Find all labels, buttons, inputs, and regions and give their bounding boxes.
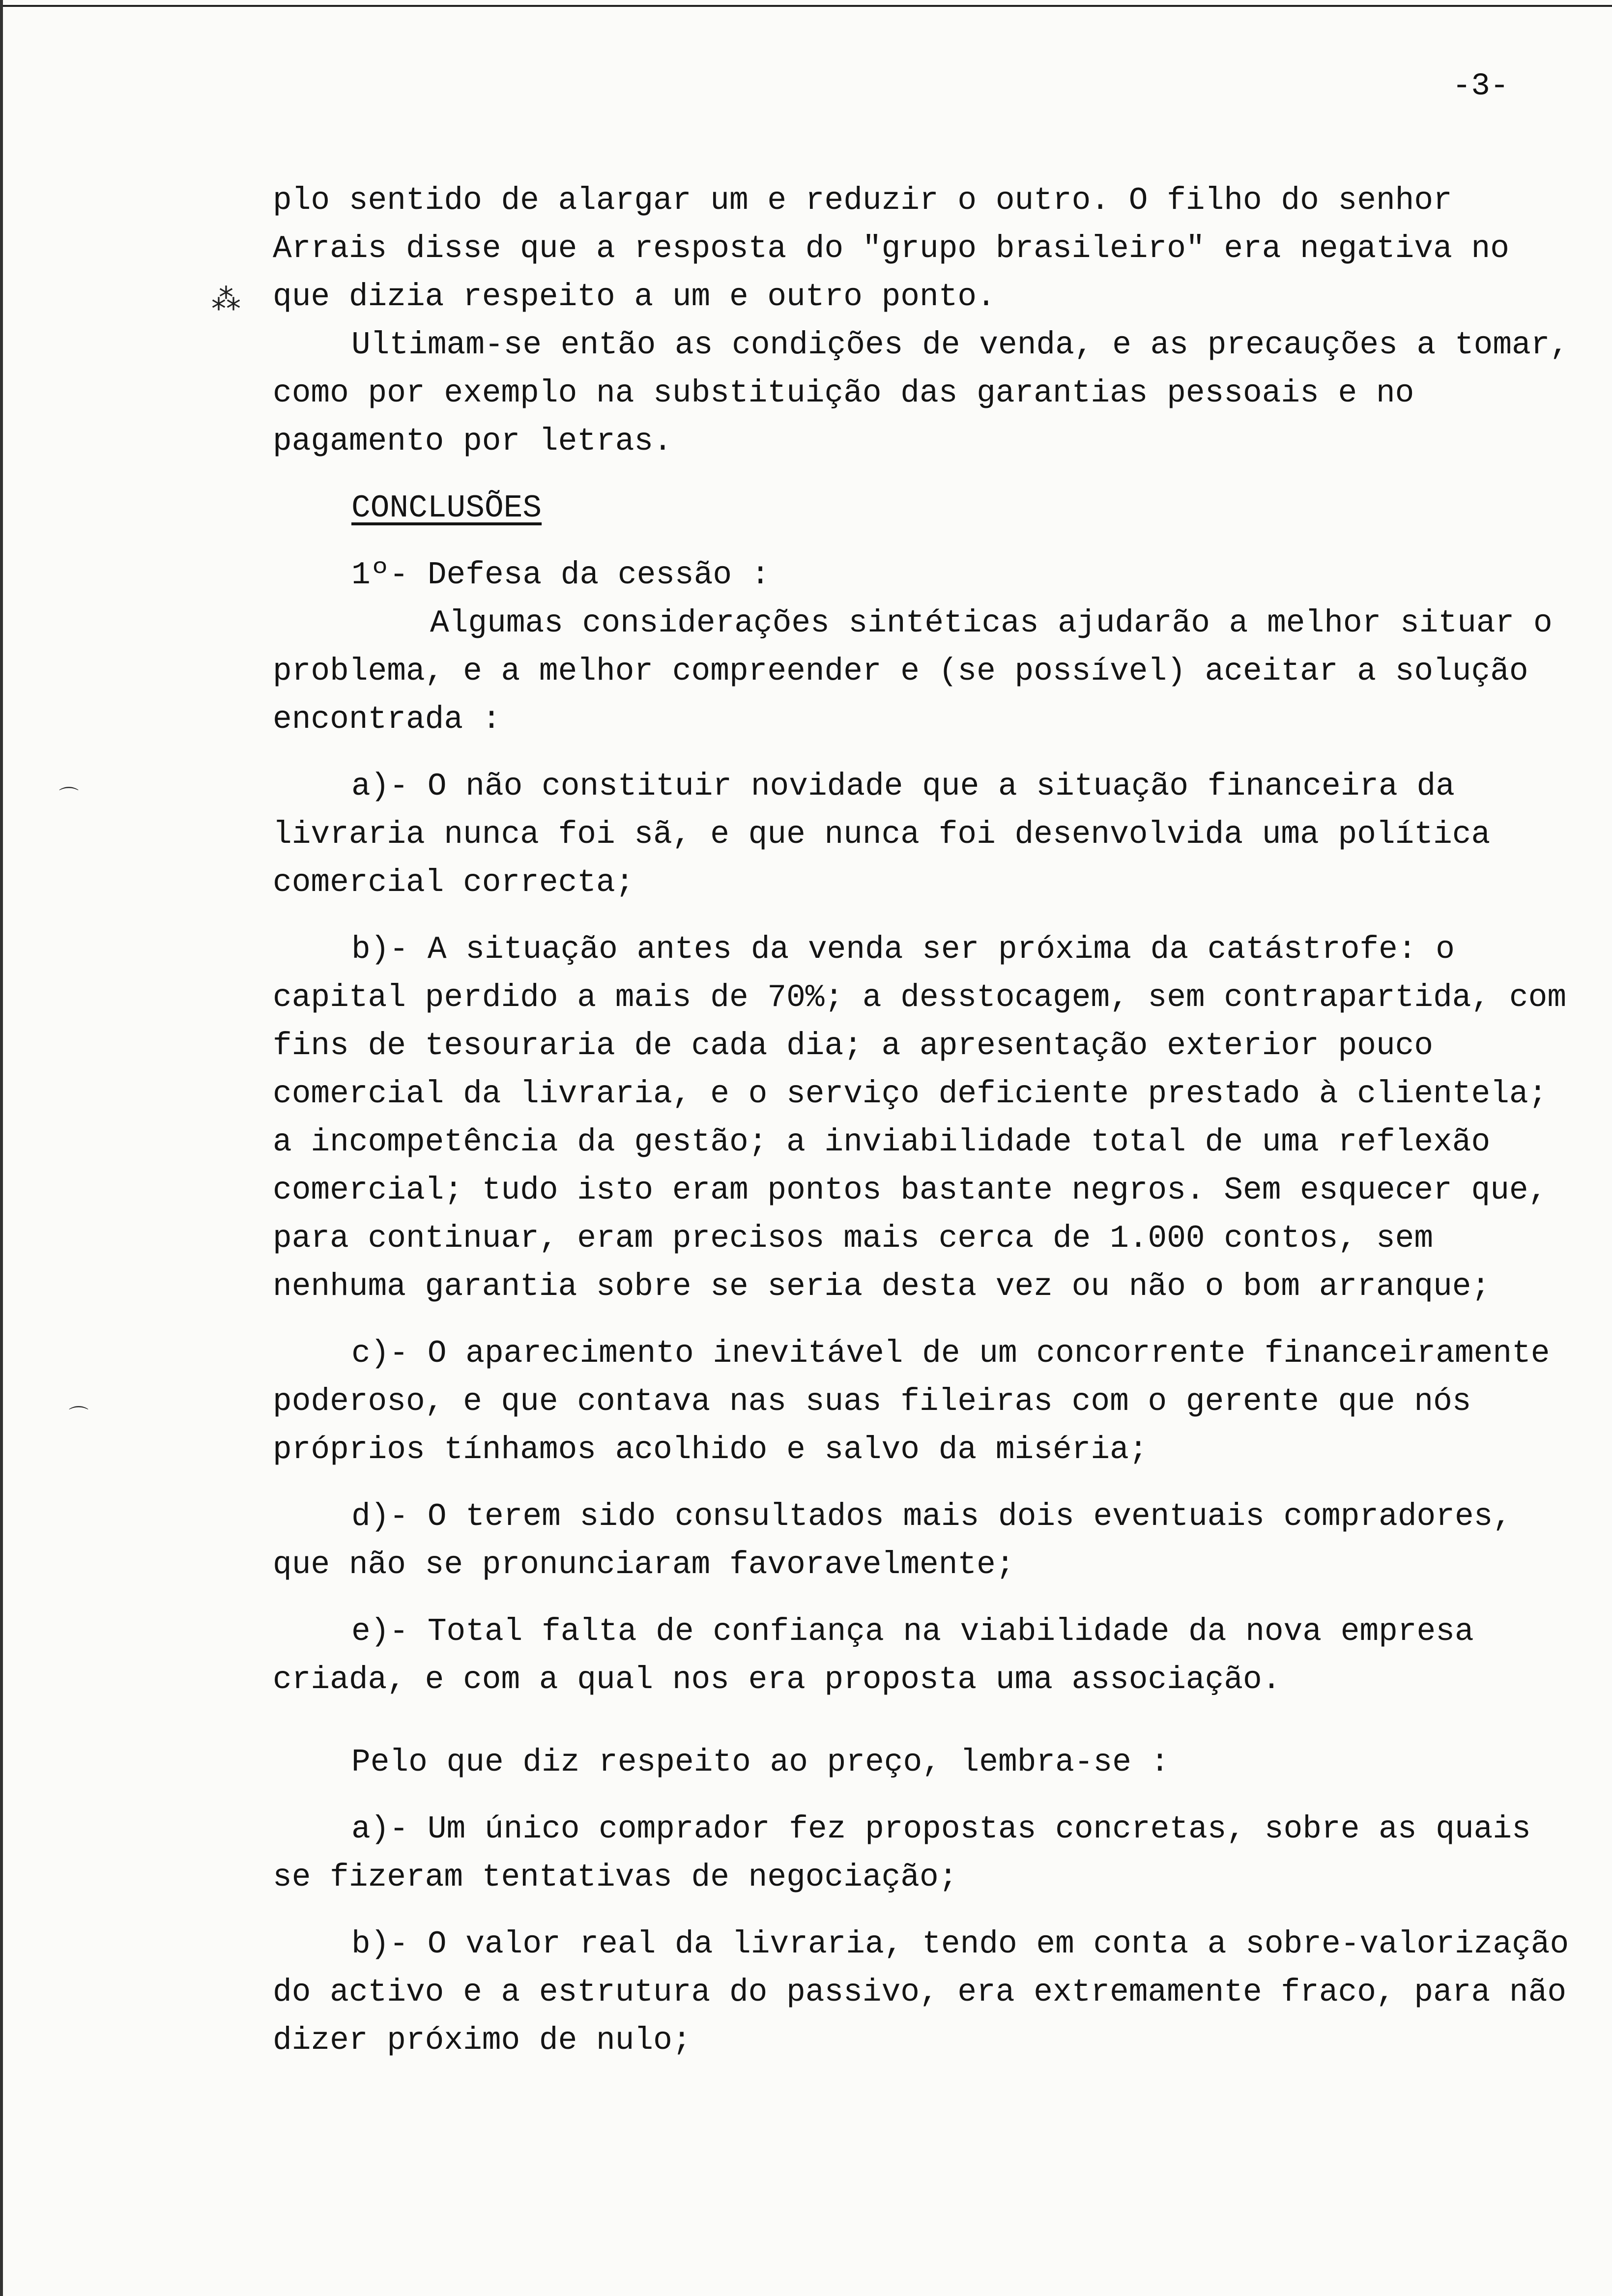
top-border-line xyxy=(0,5,1612,7)
list-item-d: d)- O terem sido consultados mais dois eventuais compradores, que não se pronunciaram favoravelmente; xyxy=(273,1499,1512,1583)
list-item-e: e)- Total falta de confiança na viabilidade da nova empresa criada, e com a qual nos era proposta uma associação. xyxy=(273,1614,1474,1698)
left-border-line xyxy=(0,0,3,2296)
list-item-c: c)- O aparecimento inevitável de um concorrente financeiramente poderoso, e que contava nas suas fileiras com o gerente que nós próprios tínhamos acolhido e salvo da miséria; xyxy=(273,1336,1550,1468)
list-item-b: b)- A situação antes da venda ser próxima da catástrofe: o capital perdido a mais de 70%; a desstocagem, sem contrapartida, com fins de tesouraria de cada dia; a apresentação exterior pouco comercial da livraria, e o serviço deficiente prestado à clientela; a incompetência da gestão; a inviabilidade total de uma reflexão comercial; tudo isto eram pontos bastante negros. Sem esquecer que, para continuar, eram precisos mais cerca de 1.000 contos, sem nenhuma garantia sobre se seria desta vez ou não o bom arranque; xyxy=(273,932,1567,1305)
section-title: 1º- Defesa da cessão : xyxy=(351,557,770,593)
margin-mark-icon: ⁂ xyxy=(211,283,241,317)
list-item-a: a)- O não constituir novidade que a situação financeira da livraria nunca foi sã, e que nunca foi desenvolvida uma política comercial correcta; xyxy=(273,769,1491,901)
paragraph-1: plo sentido de alargar um e reduzir o outro. O filho do senhor Arrais disse que a resposta do "grupo brasileiro" era negativa no que dizia respeito a um e outro ponto. xyxy=(273,183,1509,315)
price-item-a: a)- Um único comprador fez propostas concretas, sobre as quais se fizeram tentativas de negociação; xyxy=(273,1811,1531,1895)
margin-tick-icon: ⌒ xyxy=(59,786,79,808)
margin-tick-icon-2: ⌒ xyxy=(69,1405,88,1428)
intro-paragraph: Algumas considerações sintéticas ajudarão a melhor situar o problema, e a melhor compreender e (se possível) aceitar a solução encontrada : xyxy=(273,605,1553,738)
paragraph-2: Ultimam-se então as condições de venda, e as precauções a tomar, como por exemplo na substituição das garantias pessoais e no pagamento por letras. xyxy=(273,327,1569,459)
page-number: -3- xyxy=(1452,69,1509,104)
document-body xyxy=(273,177,1570,2065)
price-item-b: b)- O valor real da livraria, tendo em conta a sobre-valorização do activo e a estrutura do passivo, era extremamente fraco, para não dizer próximo de nulo; xyxy=(273,1926,1569,2059)
section-heading: CONCLUSÕES xyxy=(351,490,542,526)
price-intro: Pelo que diz respeito ao preço, lembra-se : xyxy=(351,1745,1170,1780)
